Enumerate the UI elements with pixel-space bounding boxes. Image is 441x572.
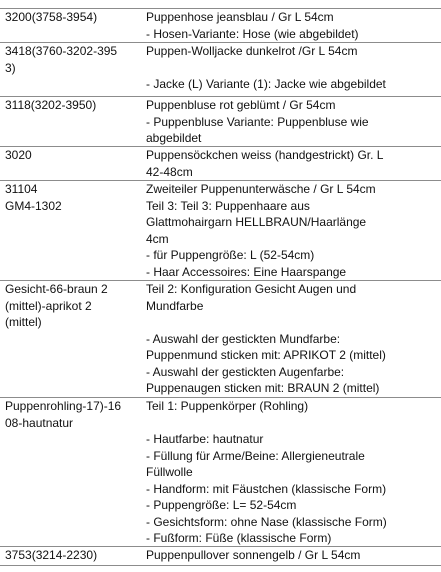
description-line: Puppenpullover sonnengelb / Gr L 54cm [146, 548, 361, 562]
article-number-cell [5, 43, 141, 76]
article-number: (mittel) [5, 315, 42, 329]
article-number-cell [5, 147, 141, 164]
article-number: 3020 [5, 148, 32, 162]
article-number: 3200(3758-3954) [5, 10, 98, 24]
table-row [0, 96, 441, 146]
description-line: - Füllung für Arme/Beine: Allergieneutrale [146, 448, 365, 463]
description-spacer [146, 415, 438, 432]
table-row [0, 546, 441, 566]
article-number: (mittel)-aprikot 2 [5, 298, 92, 313]
article-number: 08-hautnatur [5, 415, 74, 430]
description-line: - Gesichtsform: ohne Nase (klassische Form) [146, 514, 387, 529]
article-number: 3) [5, 60, 16, 75]
description-line: Puppen-Wolljacke dunkelrot /Gr L 54cm [146, 44, 358, 58]
article-number-cell [5, 398, 141, 431]
article-number: 3118(3202-3950) [5, 98, 97, 112]
description-line: - Fußform: Füße (klassische Form) [146, 531, 332, 545]
article-number-cell [5, 97, 141, 114]
description-line: abgebildet [146, 131, 202, 145]
description-line: - Auswahl der gestickten Mundfarbe: [146, 331, 341, 346]
table-row [0, 146, 441, 180]
article-number: Puppenrohling-17)-16 [5, 399, 122, 413]
table-row [0, 42, 441, 96]
description-line: - Hautfarbe: hautnatur [146, 432, 264, 446]
description-cell [146, 398, 438, 547]
description-line: 42-48cm [146, 164, 193, 179]
article-number: 3753(3214-2230) [5, 548, 98, 562]
article-number: Gesicht-66-braun 2 [5, 282, 108, 296]
description-cell [146, 43, 438, 93]
description-line: Teil 3: Teil 3: Puppenhaare aus [146, 198, 310, 213]
description-line: Puppensöckchen weiss (handgestrickt) Gr. L [146, 148, 384, 162]
description-line: - für Puppengröße: L (52-54cm) [146, 248, 315, 262]
table-row [0, 180, 441, 280]
article-number: 31104 [5, 182, 38, 196]
table-row [0, 280, 441, 397]
description-line: Zweiteiler Puppenunterwäsche / Gr L 54cm [146, 182, 376, 196]
description-line: - Hosen-Variante: Hose (wie abgebildet) [146, 26, 359, 41]
description-line: Mundfarbe [146, 298, 204, 313]
description-line: Puppenaugen sticken mit: BRAUN 2 (mittel) [146, 381, 380, 395]
description-line: 4cm [146, 231, 169, 246]
article-number: GM4-1302 [5, 198, 62, 213]
description-spacer [146, 60, 438, 77]
article-number: 3418(3760-3202-395 [5, 44, 118, 58]
description-line: - Haar Accessoires: Eine Haarspange [146, 264, 347, 279]
description-line: Puppenmund sticken mit: APRIKOT 2 (mittel) [146, 348, 386, 362]
table-row [0, 397, 441, 547]
description-line: Puppenhose jeansblau / Gr L 54cm [146, 10, 334, 24]
description-cell [146, 147, 438, 180]
description-line: - Auswahl der gestickten Augenfarbe: [146, 364, 345, 379]
description-line: Füllwolle [146, 465, 193, 479]
description-cell [146, 97, 438, 147]
description-line: - Puppengröße: L= 52-54cm [146, 498, 297, 512]
article-number-cell [5, 9, 141, 26]
description-cell [146, 181, 438, 280]
description-cell [146, 547, 438, 564]
description-line: - Handform: mit Fäustchen (klassische Form) [146, 481, 387, 496]
description-line: - Jacke (L) Variante (1): Jacke wie abgebildet [146, 77, 386, 91]
description-cell [146, 281, 438, 397]
description-line: Glattmohairgarn HELLBRAUN/Haarlänge [146, 215, 367, 229]
table-row [0, 8, 441, 42]
description-line: Teil 2: Konfiguration Gesicht Augen und [146, 282, 357, 296]
article-number-cell [5, 547, 141, 564]
article-number-cell [5, 181, 141, 214]
description-spacer [146, 314, 438, 331]
description-line: Teil 1: Puppenkörper (Rohling) [146, 399, 309, 413]
description-cell [146, 9, 438, 42]
article-number-cell [5, 281, 141, 331]
description-line: Puppenbluse rot geblümt / Gr 54cm [146, 98, 336, 112]
description-line: - Puppenbluse Variante: Puppenbluse wie [146, 114, 369, 129]
